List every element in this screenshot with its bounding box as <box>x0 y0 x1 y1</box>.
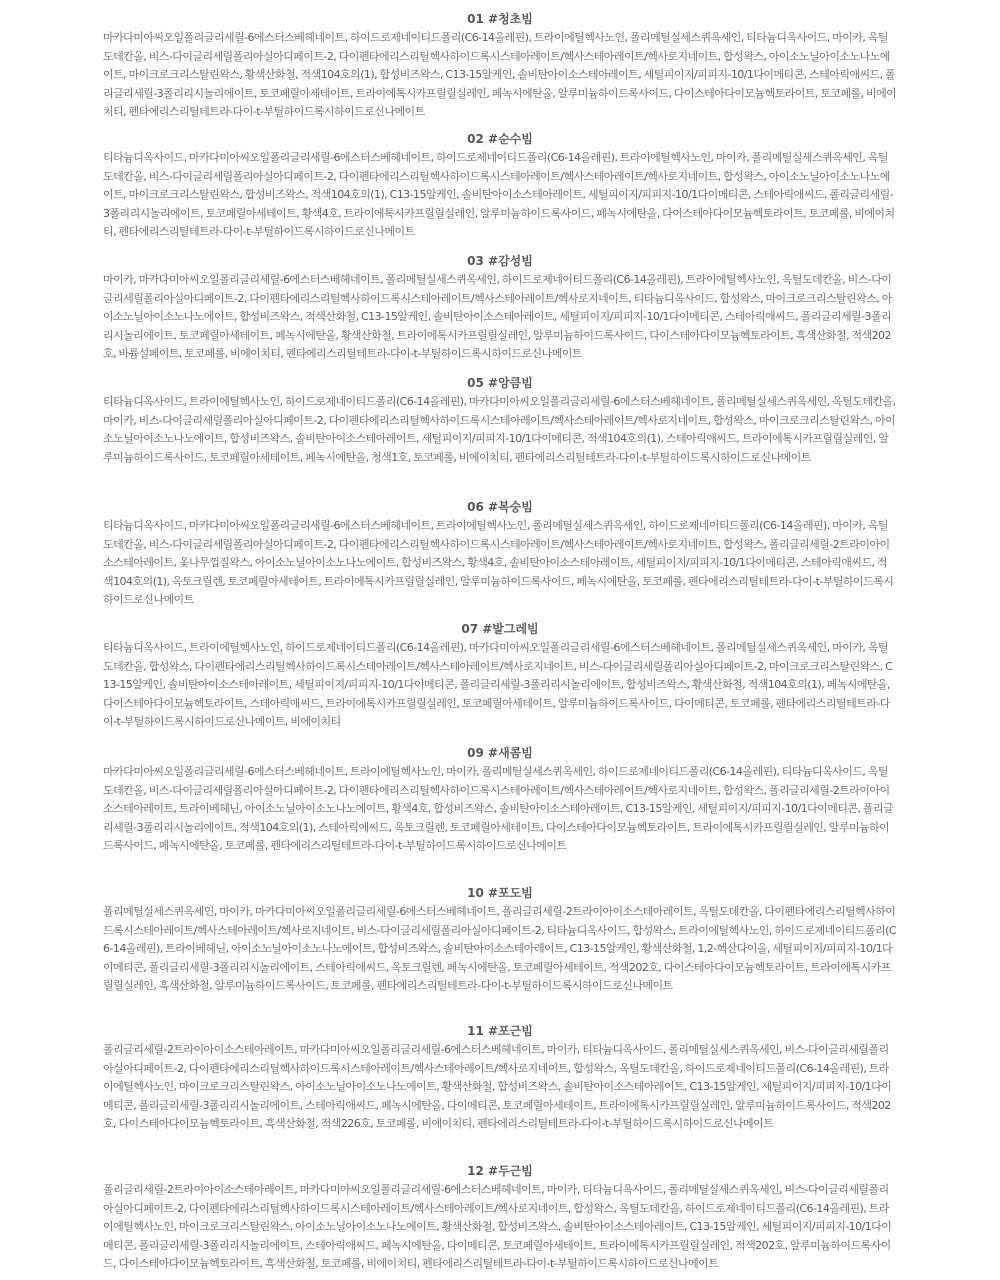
shade-section-07 <box>103 620 897 732</box>
shade-section-09 <box>103 744 897 856</box>
shade-section-02 <box>103 130 897 242</box>
shade-section-12 <box>103 1162 897 1274</box>
shade-section-01 <box>103 10 897 122</box>
ingredient-text: 마이카, 마카다미아씨오일폴리글리세릴-6에스터스베헤네이트, 폴리메틸실세스퀴옥세인, 하이드로제네이티드폴리(C6-14올레핀), 트라이에틸헥사노인, 옥틸도데칸올, 비스-다이글리세릴폴리아실아디페이트-2, 다이펜타에리스리틸헥사하이드록시스테아레이트/헥사스테아레이트/헥사로지네이트, 티타늄디옥사이드, 합성왁스, 마이크로크리스탈린왁스, 아이소노닐아이소노나노에이트, 합성비즈왁스, 적색산화철, C13-15알케인, 솔비탄아이소스테아레이트, 세틸피이지/피피지-10/1다이메티콘, 스테아릭애씨드, 폴리글리세릴-3폴리리시놀리에이트, 토코페릴아세테이트, 페녹시에탄올, 황색산화철, 트라이에톡시카프릴릴실레인, 알루미늄하이드록사이드, 다이스테아다이모늄헥토라이트, 흑색산화철, 적색202호, 바륨설페이트, 토코페롤, 비에이치티, 펜타에리스리틸테트라-다이-t-부틸하이드록시하이드로신나메이트 <box>103 273 892 360</box>
ingredient-text: 폴리메틸실세스퀴옥세인, 마이카, 마카다미아씨오일폴리글리세릴-6에스터스베헤네이트, 폴리글리세릴-2트라이아이소스테아레이트, 옥틸도데칸올, 다이펜타에리스리틸헥사하이드록시스테아레이트/헥사스테아레이트/헥사로지네이트, 비스-다이글리세릴폴리아실아디페이트-2, 티타늄디옥사이드, 합성왁스, 트라이에틸헥사노인, 하이드로제네이티드폴리(C6-14올레핀), 트라이베헤닌, 아이소노닐아이소노나노에이트, 합성비즈왁스, 솔비탄아이소스테아레이트, C13-15알케인, 황색산화철, 1,2-헥산다이올, 세틸피이지/피피지-10/1다이메티콘, 폴리글리세릴-3폴리리시놀리에이트, 스테아릭애씨드, 옥토크릴렌, 페녹시에탄올, 토코페릴아세테이트, 적색202호, 다이스테아다이모늄헥토라이트, 트라이에톡시카프릴릴실레인, 흑색산화철, 알루미늄하이드록사이드, 토코페롤, 펜타에리스리틸테트라-다이-t-부틸하이드록시하이드로신나메이트 <box>103 905 896 992</box>
shade-section-05 <box>103 374 897 467</box>
ingredient-text: 티타늄디옥사이드, 트라이에틸헥사노인, 하이드로제네이티드폴리(C6-14올레핀), 마카다미아씨오일폴리글리세릴-6에스터스베헤네이트, 폴리메틸실세스퀴옥세인, 마이카, 옥틸도데칸올, 합성왁스, 다이펜타에리스리틸헥사하이드록시스테아레이트/헥사스테아레이트/헥사로지네이트, 비스-다이글리세릴폴리아실아디페이트-2, 마이크로크리스탈린왁스, C13-15알케인, 솔비탄아이소스테아레이트, 세틸피이지/피피지-10/1다이메티콘, 폴리글리세릴-3폴리리시놀리에이트, 합성비즈왁스, 황색산화철, 적색104호의(1), 페녹시에탄올, 다이스테아다이모늄헥토라이트, 스테아릭애씨드, 트라이에톡시카프릴릴실레인, 토코페릴아세테이트, 알루미늄하이드록사이드, 다이메티콘, 토코페롤, 펜타에리스리틸테트라-다이-t-부틸하이드록시하이드로신나메이트, 비에이치티 <box>103 641 893 728</box>
shade-section-06 <box>103 498 897 610</box>
shade-title: 03 #감성빔 <box>467 254 533 268</box>
ingredient-text: 폴리글리세릴-2트라이아이소스테아레이트, 마카다미아씨오일폴리글리세릴-6에스터스베헤네이트, 마이카, 티타늄디옥사이드, 폴리메틸실세스퀴옥세인, 비스-다이글리세릴폴리아실아디페이트-2, 다이펜타에리스리틸헥사하이드록시스테아레이트/헥사스테아레이트/헥사로지네이트, 합성왁스, 옥틸도데칸올, 하이드로제네이티드폴리(C6-14올레핀), 트라이에틸헥사노인, 마이크로크리스탈린왁스, 아이소노닐아이소노나노에이트, 황색산화철, 합성비즈왁스, 솔비탄아이소스테아레이트, C13-15알케인, 세틸피이지/피피지-10/1다이메티콘, 폴리글리세릴-3폴리리시놀리에이트, 스테아릭애씨드, 페녹시에탄올, 다이메티콘, 토코페릴아세테이트, 트라이에톡시카프릴릴실레인, 적색202호, 알루미늄하이드록사이드, 다이스테아다이모늄헥토라이트, 흑색산화철, 토코페롤, 비에이치티, 펜타에리스리틸테트라-다이-t-부틸하이드록시하이드로신나메이트 <box>103 1183 892 1270</box>
shade-title: 01 #청초빔 <box>467 12 533 26</box>
shade-title: 10 #포도빔 <box>467 886 533 900</box>
shade-section-03 <box>103 252 897 364</box>
shade-title: 11 #포근빔 <box>467 1024 533 1038</box>
shade-section-11 <box>103 1022 897 1134</box>
shade-section-10 <box>103 884 897 996</box>
ingredient-text: 폴리글리세릴-2트라이아이소스테아레이트, 마카다미아씨오일폴리글리세릴-6에스터스베헤네이트, 마이카, 티타늄디옥사이드, 폴리메틸실세스퀴옥세인, 비스-다이글리세릴폴리아실아디페이트-2, 다이펜타에리스리틸헥사하이드록시스테아레이트/헥사스테아레이트/헥사로지네이트, 합성왁스, 옥틸도데칸올, 하이드로제네이티드폴리(C6-14올레핀), 트라이에틸헥사노인, 마이크로크리스탈린왁스, 아이소노닐아이소노나노에이트, 황색산화철, 합성비즈왁스, 솔비탄아이소스테아레이트, C13-15알케인, 세틸피이지/피피지-10/1다이메티콘, 폴리글리세릴-3폴리리시놀리에이트, 스테아릭애씨드, 페녹시에탄올, 다이메티콘, 토코페릴아세테이트, 트라이에톡시카프릴릴실레인, 알루미늄하이드록사이드, 적색202호, 다이스테아다이모늄헥토라이트, 흑색산화철, 적색226호, 토코페롤, 비에이치티, 펜타에리스리틸테트라-다이-t-부틸하이드록시하이드로신나메이트 <box>103 1043 892 1130</box>
ingredient-text: 티타늄디옥사이드, 트라이에틸헥사노인, 하이드로제네이티드폴리(C6-14올레핀), 마카다미아씨오일폴리글리세릴-6에스터스베헤네이트, 폴리메틸실세스퀴옥세인, 옥틸도데칸올, 마이카, 비스-다이글리세릴폴리아실아디페이트-2, 다이펜타에리스리틸헥사하이드록시스테아레이트/헥사스테아레이트/헥사로지네이트, 합성왁스, 마이크로크리스탈린왁스, 아이소노닐아이소노나노에이트, 합성비즈왁스, 솔비탄아이소스테아레이트, 세틸피이지/피피지-10/1다이메티콘, 적색104호의(1), 스테아릭애씨드, 트라이에톡시카프릴릴실레인, 알루미늄하이드록사이드, 토코페릴아세테이트, 페녹시에탄올, 청색1호, 토코페롤, 비에이치티, 펜타에리스리틸테트라-다이-t-부틸하이드록시하이드로신나메이트 <box>103 395 896 464</box>
ingredient-text: 마카다미아씨오일폴리글리세릴-6에스터스베헤네이트, 하이드로제네이티드폴리(C6-14올레핀), 트라이에틸헥사노인, 폴리메틸실세스퀴옥세인, 티타늄디옥사이드, 마이카, 옥틸도데칸올, 비스-다이글리세릴폴리아실아디페이트-2, 다이펜타에리스리틸헥사하이드록시스테아레이트/헥사스테아레이트/헥사로지네이트, 합성왁스, 아이소노닐아이소노나노에이트, 마이크로크리스탈린왁스, 황색산화철, 적색104호의(1), 합성비즈왁스, C13-15알케인, 솔비탄아이소스테아레이트, 세틸피이지/피피지-10/1다이메티콘, 스테아릭애씨드, 폴리글리세릴-3폴리리시놀리에이트, 토코페릴아세테이트, 트라이에톡시카프릴릴실레인, 페녹시에탄올, 알루미늄하이드록사이드, 다이스테아다이모늄헥토라이트, 토코페롤, 비에이치티, 펜타에리스리틸테트라-다이-t-부틸하이드록시하이드로신나메이트 <box>103 31 897 118</box>
ingredient-text: 마카다미아씨오일폴리글리세릴-6에스터스베헤네이트, 트라이에틸헥사노인, 마이카, 폴리메틸실세스퀴옥세인, 하이드로제네이티드폴리(C6-14올레핀), 티타늄디옥사이드, 옥틸도데칸올, 비스-다이글리세릴폴리아실아디페이트-2, 다이펜타에리스리틸헥사하이드록시스테아레이트/헥사스테아레이트/헥사로지네이트, 합성왁스, 폴리글리세릴-2트라이아이소스테아레이트, 트라이베헤닌, 아이소노닐아이소노나노에이트, 황색4호, 합성비즈왁스, 솔비탄아이소스테아레이트, C13-15알케인, 세틸피이지/피피지-10/1다이메티콘, 폴리글리세릴-3폴리리시놀리에이트, 적색104호의(1), 스테아릭애씨드, 옥토크릴렌, 토코페릴아세테이트, 다이스테아다이모늄헥토라이트, 트라이에톡시카프릴릴실레인, 알루미늄하이드록사이드, 페녹시에탄올, 토코페롤, 펜타에리스리틸테트라-다이-t-부틸하이드록시하이드로신나메이트 <box>103 765 894 852</box>
shade-title: 12 #두근빔 <box>467 1164 533 1178</box>
shade-title: 02 #순수빔 <box>467 132 533 146</box>
shade-title: 07 #발그레빔 <box>461 622 539 636</box>
shade-title: 09 #새콤빔 <box>467 746 533 760</box>
ingredient-text: 티타늄디옥사이드, 마카다미아씨오일폴리글리세릴-6에스터스베헤네이트, 트라이에틸헥사노인, 폴리메틸실세스퀴옥세인, 하이드로제네이티드폴리(C6-14올레핀), 마이카, 옥틸도데칸올, 비스-다이글리세릴폴리아실아디페이트-2, 다이펜타에리스리틸헥사하이드록시스테아레이트/헥사스테아레이트/헥사로지네이트, 합성왁스, 폴리글리세릴-2트라이아이소스테아레이트, 옻나무껍질왁스, 아이소노닐아이소노나노에이트, 합성비즈왁스, 황색4호, 솔비탄아이소스테아레이트, 세틸피이지/피피지-10/1다이메티콘, 스테아릭애씨드, 적색104호의(1), 옥토크릴렌, 토코페릴아세테이트, 트라이에톡시카프릴릴실레인, 알루미늄하이드록사이드, 페녹시에탄올, 토코페롤, 펜타에리스리틸테트라-다이-t-부틸하이드록시하이드로신나메이트 <box>103 519 894 606</box>
shade-title: 06 #복숭빔 <box>467 500 533 514</box>
shade-title: 05 #앙큼빔 <box>467 376 533 390</box>
ingredient-text: 티타늄디옥사이드, 마카다미아씨오일폴리글리세릴-6에스터스베헤네이트, 하이드로제네이티드폴리(C6-14올레핀), 트라이에틸헥사노인, 마이카, 폴리메틸실세스퀴옥세인, 옥틸도데칸올, 비스-다이글리세릴폴리아실아디페이트-2, 다이펜타에리스리틸헥사하이드록시스테아레이트/헥사스테아레이트/헥사로지네이트, 합성왁스, 아이소노닐아이소노나노에이트, 마이크로크리스탈린왁스, 합성비즈왁스, 적색104호의(1), C13-15알케인, 솔비탄아이소스테아레이트, 세틸피이지/피피지-10/1다이메티콘, 스테아릭애씨드, 폴리글리세릴-3폴리리시놀리에이트, 토코페릴아세테이트, 황색4호, 트라이에톡시카프릴릴실레인, 알루미늄하이드록사이드, 페녹시에탄올, 다이스테아다이모늄헥토라이트, 토코페롤, 비에이치티, 펜타에리스리틸테트라-다이-t-부틸하이드록시하이드로신나메이트 <box>103 151 895 238</box>
